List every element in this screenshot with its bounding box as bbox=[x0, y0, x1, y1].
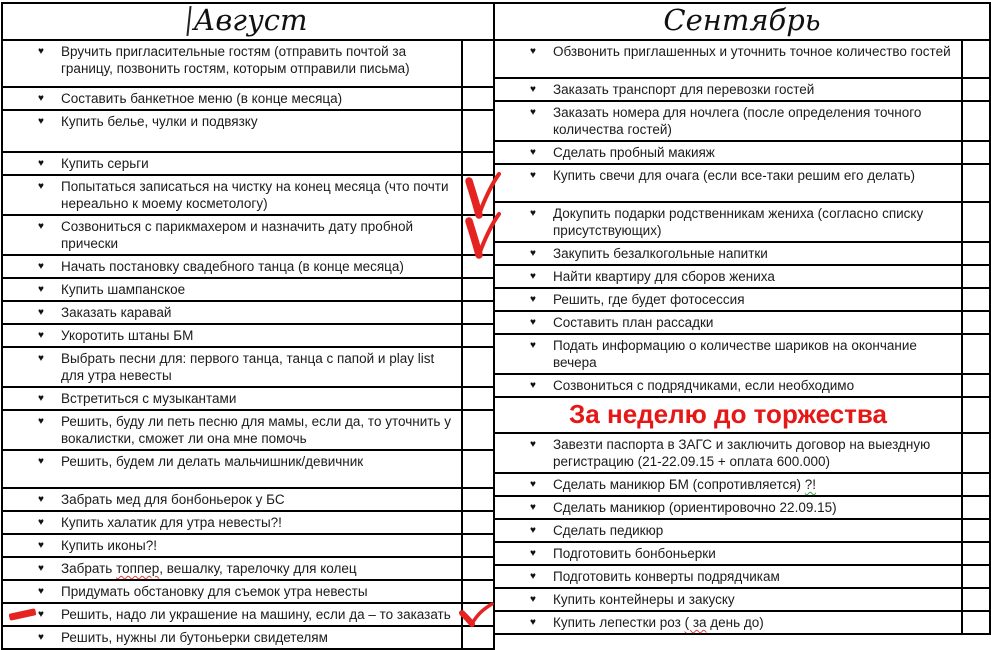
item-text: Сделать пробный макияж bbox=[553, 145, 715, 160]
item-text: Закупить безалкогольные напитки bbox=[553, 246, 768, 261]
item-cell[interactable] bbox=[2, 603, 462, 626]
item-text: Купить свечи для очага (если все-таки решим его делать) bbox=[553, 168, 916, 183]
september-row-2 bbox=[494, 78, 990, 101]
august-row-11 bbox=[2, 347, 494, 387]
item-text: Решить, где будет фотосессия bbox=[553, 292, 745, 307]
august-row-3 bbox=[2, 110, 494, 152]
bullet-heart-icon: ♥ bbox=[530, 502, 536, 513]
item-cell[interactable] bbox=[494, 588, 962, 611]
check-cell[interactable] bbox=[462, 626, 494, 649]
bullet-heart-icon: ♥ bbox=[530, 617, 536, 628]
item-text: Выбрать песни для: первого танца, танца с папой и play list для утра невесты bbox=[61, 351, 435, 383]
check-cell[interactable] bbox=[462, 488, 494, 511]
september-row-4 bbox=[494, 141, 990, 164]
item-cell[interactable] bbox=[2, 580, 462, 603]
item-text: Купить лепестки роз ( за день до) bbox=[553, 615, 764, 630]
bullet-heart-icon: ♥ bbox=[38, 609, 44, 620]
item-text: Встретиться с музыкантами bbox=[61, 391, 237, 406]
item-cell[interactable] bbox=[2, 450, 462, 488]
item-text: Составить банкетное меню (в конце месяца) bbox=[61, 91, 343, 106]
check-cell[interactable] bbox=[962, 334, 990, 374]
check-cell[interactable] bbox=[962, 519, 990, 542]
item-cell[interactable] bbox=[494, 164, 962, 202]
check-cell[interactable] bbox=[962, 588, 990, 611]
august-row-6 bbox=[2, 215, 494, 255]
check-cell[interactable] bbox=[462, 215, 494, 255]
check-cell[interactable] bbox=[462, 511, 494, 534]
item-cell[interactable] bbox=[494, 433, 962, 473]
item-cell[interactable] bbox=[494, 202, 962, 242]
item-text: Созвониться с парикмахером и назначить дату пробной прически bbox=[61, 219, 414, 251]
august-row-9 bbox=[2, 301, 494, 324]
check-cell[interactable] bbox=[462, 87, 494, 110]
check-cell[interactable] bbox=[462, 450, 494, 488]
item-cell[interactable] bbox=[2, 278, 462, 301]
item-cell[interactable] bbox=[494, 611, 962, 634]
item-cell[interactable] bbox=[2, 87, 462, 110]
august-row-18 bbox=[2, 557, 494, 580]
august-row-20 bbox=[2, 603, 494, 626]
item-cell[interactable] bbox=[494, 265, 962, 288]
check-cell[interactable] bbox=[462, 557, 494, 580]
bullet-heart-icon: ♥ bbox=[38, 261, 44, 272]
item-text: Вручить пригласительные гостям (отправить почтой за границу, позвонить гостям, которым отправили письма) bbox=[61, 44, 410, 76]
september-row-12 bbox=[494, 374, 990, 397]
check-cell[interactable] bbox=[962, 202, 990, 242]
item-cell[interactable] bbox=[494, 78, 962, 101]
item-text: Купить белье, чулки и подвязку bbox=[61, 114, 258, 129]
check-cell[interactable] bbox=[462, 40, 494, 87]
item-text: Составить план рассадки bbox=[553, 315, 714, 330]
september-row-9 bbox=[494, 288, 990, 311]
august-row-10 bbox=[2, 324, 494, 347]
check-cell[interactable] bbox=[962, 397, 990, 433]
check-cell[interactable] bbox=[462, 175, 494, 215]
item-text: Решить, нужны ли бутоньерки свидетелям bbox=[61, 630, 328, 645]
item-text: Укоротить штаны БМ bbox=[61, 328, 194, 343]
item-cell[interactable] bbox=[2, 152, 462, 175]
august-table bbox=[1, 2, 495, 650]
item-text: Придумать обстановку для съемок утра невесты bbox=[61, 584, 368, 599]
item-text: Обзвонить приглашенных и уточнить точное количество гостей bbox=[553, 44, 951, 59]
check-cell[interactable] bbox=[462, 534, 494, 557]
item-cell[interactable] bbox=[494, 40, 962, 78]
item-cell[interactable] bbox=[2, 626, 462, 649]
item-text: Решить, надо ли украшение на машину, если да – то заказать bbox=[61, 607, 451, 622]
august-row-13 bbox=[2, 410, 494, 450]
check-cell[interactable] bbox=[962, 101, 990, 141]
bullet-heart-icon: ♥ bbox=[530, 380, 536, 391]
september-row-3 bbox=[494, 101, 990, 141]
item-cell[interactable] bbox=[494, 519, 962, 542]
september-row-17 bbox=[494, 519, 990, 542]
item-text: Сделать маникюр (ориентировочно 22.09.15) bbox=[553, 500, 837, 515]
check-cell[interactable] bbox=[462, 347, 494, 387]
august-row-2 bbox=[2, 87, 494, 110]
august-row-5 bbox=[2, 175, 494, 215]
check-cell[interactable] bbox=[462, 387, 494, 410]
bullet-heart-icon: ♥ bbox=[530, 439, 536, 450]
september-header-row bbox=[494, 3, 990, 40]
check-cell[interactable] bbox=[962, 433, 990, 473]
bullet-heart-icon: ♥ bbox=[530, 208, 536, 219]
item-text: Заказать каравай bbox=[61, 305, 172, 320]
check-cell[interactable] bbox=[462, 255, 494, 278]
august-row-1 bbox=[2, 40, 494, 87]
item-cell[interactable] bbox=[2, 255, 462, 278]
check-cell[interactable] bbox=[462, 580, 494, 603]
check-cell[interactable] bbox=[962, 288, 990, 311]
september-table bbox=[493, 2, 991, 635]
september-row-10 bbox=[494, 311, 990, 334]
bullet-heart-icon: ♥ bbox=[530, 317, 536, 328]
september-row-1 bbox=[494, 40, 990, 78]
bullet-heart-icon: ♥ bbox=[38, 307, 44, 318]
september-row-16 bbox=[494, 496, 990, 519]
bullet-heart-icon: ♥ bbox=[38, 181, 44, 192]
check-cell[interactable] bbox=[462, 324, 494, 347]
bullet-heart-icon: ♥ bbox=[38, 494, 44, 505]
bullet-heart-icon: ♥ bbox=[530, 46, 536, 57]
bullet-heart-icon: ♥ bbox=[530, 479, 536, 490]
item-cell[interactable] bbox=[2, 40, 462, 87]
item-text: Найти квартиру для сборов жениха bbox=[553, 269, 775, 284]
bullet-heart-icon: ♥ bbox=[38, 393, 44, 404]
item-text: Попытаться записаться на чистку на конец месяца (что почти нереально к моему косметологу) bbox=[61, 179, 449, 211]
check-cell[interactable] bbox=[962, 565, 990, 588]
check-cell[interactable] bbox=[962, 242, 990, 265]
august-row-4 bbox=[2, 152, 494, 175]
check-cell[interactable] bbox=[962, 265, 990, 288]
section-header: За неделю до торжества bbox=[569, 399, 887, 429]
bullet-heart-icon: ♥ bbox=[530, 571, 536, 582]
bullet-heart-icon: ♥ bbox=[38, 632, 44, 643]
august-row-19 bbox=[2, 580, 494, 603]
item-cell[interactable] bbox=[494, 101, 962, 141]
item-text: Купить контейнеры и закуску bbox=[553, 592, 735, 607]
september-row-20 bbox=[494, 588, 990, 611]
august-row-12 bbox=[2, 387, 494, 410]
item-text: Сделать маникюр БМ (сопротивляется) ?! bbox=[553, 477, 817, 492]
bullet-heart-icon: ♥ bbox=[530, 248, 536, 259]
item-text: Заказать транспорт для перевозки гостей bbox=[553, 82, 815, 97]
bullet-heart-icon: ♥ bbox=[530, 594, 536, 605]
check-cell[interactable] bbox=[462, 152, 494, 175]
september-row-8 bbox=[494, 265, 990, 288]
september-row-5 bbox=[494, 164, 990, 202]
check-cell[interactable] bbox=[962, 164, 990, 202]
item-text: Подготовить конверты подрядчикам bbox=[553, 569, 780, 584]
spellcheck-squiggle-text: ( за bbox=[684, 615, 707, 630]
check-cell[interactable] bbox=[962, 473, 990, 496]
bullet-heart-icon: ♥ bbox=[530, 548, 536, 559]
item-text: Заказать номера для ночлега (после определения точного количества гостей) bbox=[553, 105, 922, 137]
august-row-15 bbox=[2, 488, 494, 511]
item-cell[interactable] bbox=[2, 110, 462, 152]
item-cell[interactable] bbox=[494, 542, 962, 565]
item-text: Купить серьги bbox=[61, 156, 149, 171]
item-cell[interactable] bbox=[2, 324, 462, 347]
august-row-16 bbox=[2, 511, 494, 534]
item-text: Забрать топпер, вешалку, тарелочку для колец bbox=[61, 561, 357, 576]
item-cell[interactable] bbox=[2, 387, 462, 410]
item-text: Завезти паспорта в ЗАГС и заключить договор на выездную регистрацию (21-22.09.15 + оплата 600.000) bbox=[553, 437, 931, 469]
bullet-heart-icon: ♥ bbox=[38, 540, 44, 551]
bullet-heart-icon: ♥ bbox=[38, 563, 44, 574]
check-cell[interactable] bbox=[962, 311, 990, 334]
bullet-heart-icon: ♥ bbox=[38, 517, 44, 528]
month-title-september: Сентябрь bbox=[663, 3, 821, 37]
september-row-6 bbox=[494, 202, 990, 242]
bullet-heart-icon: ♥ bbox=[38, 416, 44, 427]
item-cell[interactable] bbox=[2, 534, 462, 557]
bullet-heart-icon: ♥ bbox=[530, 147, 536, 158]
september-row-18 bbox=[494, 542, 990, 565]
text-cursor bbox=[187, 6, 192, 36]
check-cell[interactable] bbox=[462, 278, 494, 301]
item-cell[interactable] bbox=[494, 288, 962, 311]
bullet-heart-icon: ♥ bbox=[38, 221, 44, 232]
item-cell[interactable] bbox=[494, 565, 962, 588]
item-cell[interactable] bbox=[494, 374, 962, 397]
item-text: Подготовить бонбоньерки bbox=[553, 546, 716, 561]
bullet-heart-icon: ♥ bbox=[38, 284, 44, 295]
bullet-heart-icon: ♥ bbox=[38, 353, 44, 364]
september-row-14 bbox=[494, 433, 990, 473]
check-cell[interactable] bbox=[962, 496, 990, 519]
item-cell[interactable] bbox=[2, 511, 462, 534]
check-cell[interactable] bbox=[962, 611, 990, 634]
check-cell[interactable] bbox=[962, 542, 990, 565]
bullet-heart-icon: ♥ bbox=[530, 170, 536, 181]
check-cell[interactable] bbox=[962, 40, 990, 78]
bullet-heart-icon: ♥ bbox=[38, 116, 44, 127]
bullet-heart-icon: ♥ bbox=[38, 158, 44, 169]
item-cell[interactable] bbox=[2, 215, 462, 255]
item-cell[interactable] bbox=[2, 347, 462, 387]
month-title-august: Август bbox=[193, 3, 308, 37]
august-row-8 bbox=[2, 278, 494, 301]
item-cell[interactable] bbox=[2, 557, 462, 580]
bullet-heart-icon: ♥ bbox=[530, 84, 536, 95]
item-cell[interactable] bbox=[494, 242, 962, 265]
september-row-13 bbox=[494, 397, 990, 433]
check-cell[interactable] bbox=[462, 410, 494, 450]
august-row-14 bbox=[2, 450, 494, 488]
bullet-heart-icon: ♥ bbox=[38, 330, 44, 341]
september-row-7 bbox=[494, 242, 990, 265]
item-text: Сделать педикюр bbox=[553, 523, 664, 538]
bullet-heart-icon: ♥ bbox=[530, 525, 536, 536]
spellcheck-squiggle-text: ?! bbox=[804, 477, 817, 492]
item-text: Решить, будем ли делать мальчишник/девичник bbox=[61, 454, 364, 469]
august-row-7 bbox=[2, 255, 494, 278]
item-text: Докупить подарки родственникам жениха (согласно списку присутствующих) bbox=[553, 206, 924, 238]
bullet-heart-icon: ♥ bbox=[530, 271, 536, 282]
check-cell[interactable] bbox=[962, 374, 990, 397]
item-text: Забрать мед для бонбоньерок у БС bbox=[61, 492, 285, 507]
august-header-row bbox=[2, 3, 494, 40]
check-cell[interactable] bbox=[462, 110, 494, 152]
item-text: Созвониться с подрядчиками, если необходимо bbox=[553, 378, 855, 393]
item-text: Купить шампанское bbox=[61, 282, 186, 297]
check-cell[interactable] bbox=[462, 603, 494, 626]
handdrawn-check-icon bbox=[456, 601, 496, 628]
item-cell[interactable] bbox=[2, 488, 462, 511]
august-row-17 bbox=[2, 534, 494, 557]
section-header-cell[interactable] bbox=[494, 397, 962, 433]
item-cell[interactable] bbox=[2, 301, 462, 324]
august-row-21 bbox=[2, 626, 494, 649]
item-text: Купить иконы?! bbox=[61, 538, 157, 553]
september-row-21 bbox=[494, 611, 990, 634]
item-text: Подать информацию о количестве шариков на окончание вечера bbox=[553, 338, 917, 370]
september-row-15 bbox=[494, 473, 990, 496]
month-header-september-cell[interactable] bbox=[494, 3, 990, 40]
september-row-11 bbox=[494, 334, 990, 374]
month-header-august-cell[interactable] bbox=[2, 3, 494, 40]
bullet-heart-icon: ♥ bbox=[530, 340, 536, 351]
item-cell[interactable] bbox=[494, 496, 962, 519]
check-cell[interactable] bbox=[462, 301, 494, 324]
check-cell[interactable] bbox=[962, 141, 990, 164]
spellcheck-squiggle-text: топпер bbox=[116, 561, 160, 576]
september-row-19 bbox=[494, 565, 990, 588]
item-text: Купить халатик для утра невесты?! bbox=[61, 515, 282, 530]
bullet-heart-icon: ♥ bbox=[38, 456, 44, 467]
item-cell[interactable] bbox=[494, 311, 962, 334]
item-text: Решить, буду ли петь песню для мамы, если да, то уточнить у вокалистки, сможет ли она мне помочь bbox=[61, 414, 451, 446]
check-cell[interactable] bbox=[962, 78, 990, 101]
item-cell[interactable] bbox=[494, 473, 962, 496]
item-cell[interactable] bbox=[494, 141, 962, 164]
bullet-heart-icon: ♥ bbox=[530, 107, 536, 118]
bullet-heart-icon: ♥ bbox=[38, 46, 44, 57]
item-cell[interactable] bbox=[2, 410, 462, 450]
item-text: Начать постановку свадебного танца (в конце месяца) bbox=[61, 259, 404, 274]
bullet-heart-icon: ♥ bbox=[38, 93, 44, 104]
bullet-heart-icon: ♥ bbox=[38, 586, 44, 597]
item-cell[interactable] bbox=[2, 175, 462, 215]
bullet-heart-icon: ♥ bbox=[530, 294, 536, 305]
item-cell[interactable] bbox=[494, 334, 962, 374]
